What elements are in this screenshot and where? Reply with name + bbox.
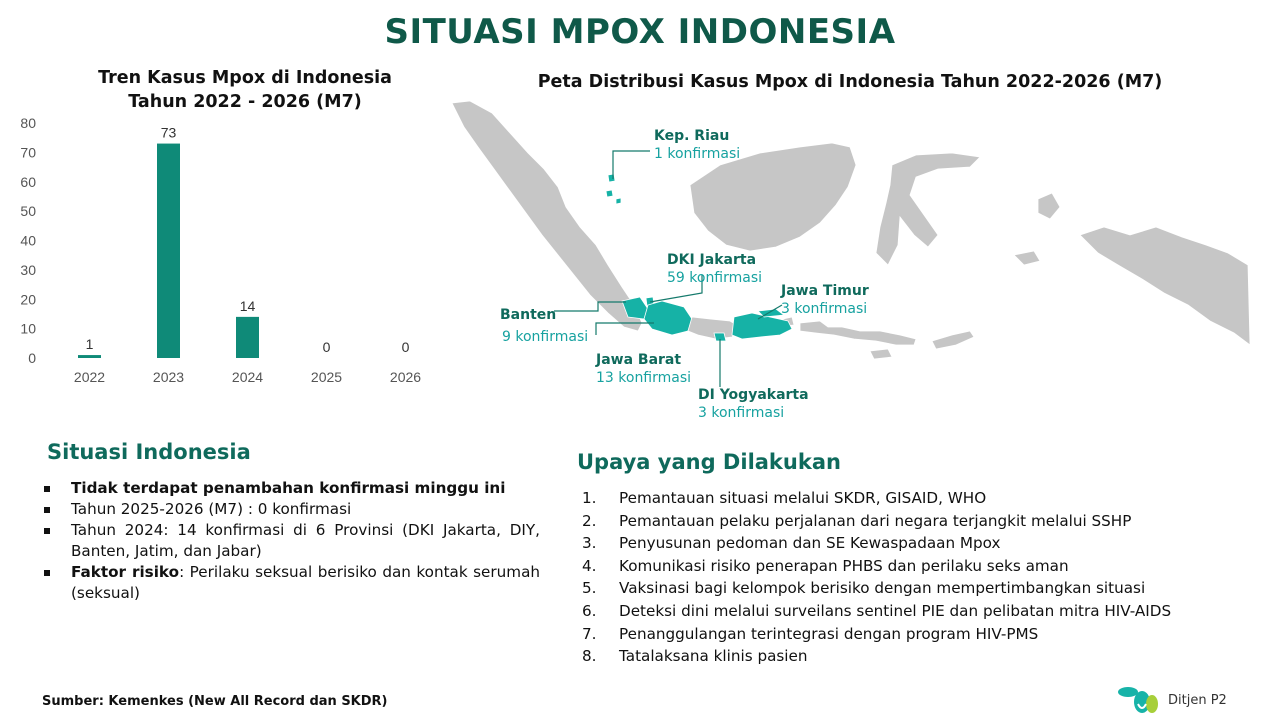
bar-data-label: 73 bbox=[160, 124, 177, 141]
island-sumatra bbox=[452, 101, 642, 331]
upaya-item-number: 5. bbox=[582, 579, 597, 598]
callout-kep-riau bbox=[654, 127, 740, 163]
situasi-item-text: : Perilaku seksual berisiko dan kontak serumah (seksual) bbox=[71, 563, 541, 602]
y-tick-label: 20 bbox=[20, 291, 36, 308]
callout-province: DI Yogyakarta bbox=[698, 387, 809, 403]
region-kep-riau-2 bbox=[606, 190, 613, 197]
bar-data-label: 0 bbox=[401, 339, 410, 355]
situasi-item-bold: Tidak terdapat penambahan konfirmasi minggu ini bbox=[71, 479, 506, 497]
x-tick-label: 2026 bbox=[389, 369, 422, 385]
upaya-item bbox=[582, 577, 1262, 600]
x-tick-label: 2022 bbox=[73, 369, 106, 385]
region-kep-riau-1 bbox=[608, 174, 615, 182]
situasi-item bbox=[42, 562, 540, 604]
situasi-item bbox=[42, 499, 540, 520]
callout-jawa-timur bbox=[781, 282, 869, 318]
island-maluku-2 bbox=[1014, 251, 1040, 265]
situasi-item-text: Tahun 2025-2026 (M7) : 0 konfirmasi bbox=[71, 500, 352, 518]
island-sulawesi bbox=[876, 153, 980, 265]
upaya-item-text: Deteksi dini melalui surveilans sentinel PIE dan pelibatan mitra HIV-AIDS bbox=[619, 601, 1172, 620]
upaya-item-text: Tatalaksana klinis pasien bbox=[619, 647, 808, 666]
page-title: SITUASI MPOX INDONESIA bbox=[384, 12, 896, 52]
y-tick-label: 10 bbox=[20, 320, 36, 337]
bar-data-label: 14 bbox=[239, 297, 256, 314]
upaya-item bbox=[582, 487, 1262, 510]
y-tick-label: 50 bbox=[20, 203, 36, 220]
callout-province: DKI Jakarta bbox=[667, 252, 757, 268]
y-tick-label: 70 bbox=[20, 144, 36, 161]
callout-province: Kep. Riau bbox=[654, 128, 730, 144]
y-tick-label: 40 bbox=[20, 232, 36, 249]
indonesia-map bbox=[440, 95, 1260, 435]
bar-chart bbox=[0, 110, 450, 400]
upaya-item-number: 7. bbox=[582, 624, 597, 643]
callout-count: 9 konfirmasi bbox=[502, 329, 589, 345]
x-tick-label: 2023 bbox=[152, 369, 185, 385]
callout-dki-jakarta bbox=[667, 251, 762, 287]
chart-title-line-2: Tahun 2022 - 2026 (M7) bbox=[128, 92, 362, 112]
logo-mark-icon bbox=[1116, 684, 1164, 718]
upaya-item bbox=[582, 555, 1262, 578]
upaya-item-number: 4. bbox=[582, 556, 597, 575]
upaya-item-number: 3. bbox=[582, 534, 597, 553]
callout-province: Banten bbox=[500, 307, 557, 323]
ditjen-p2-logo bbox=[1116, 684, 1266, 718]
upaya-item-text: Penyusunan pedoman dan SE Kewaspadaan Mpox bbox=[619, 534, 1001, 553]
bar-data-label: 1 bbox=[85, 336, 94, 353]
region-jawa-tengah bbox=[688, 317, 740, 339]
callout-di-yogyakarta bbox=[698, 386, 809, 422]
island-papua bbox=[1080, 227, 1250, 345]
source-note: Sumber: Kemenkes (New All Record dan SKDR) bbox=[42, 694, 388, 709]
upaya-item bbox=[582, 645, 1262, 668]
upaya-item-text: Penanggulangan terintegrasi dengan program HIV-PMS bbox=[619, 624, 1039, 643]
upaya-item-number: 6. bbox=[582, 601, 597, 620]
region-kep-riau-3 bbox=[616, 198, 621, 204]
upaya-item bbox=[582, 510, 1262, 533]
situasi-item bbox=[42, 478, 540, 499]
upaya-item-text: Vaksinasi bagi kelompok berisiko dengan mempertimbangkan situasi bbox=[619, 579, 1146, 598]
upaya-item bbox=[582, 623, 1262, 646]
x-tick-label: 2025 bbox=[310, 369, 343, 385]
callout-count: 1 konfirmasi bbox=[654, 146, 741, 162]
upaya-item bbox=[582, 532, 1262, 555]
callout-count: 59 konfirmasi bbox=[667, 270, 763, 286]
situasi-heading: Situasi Indonesia bbox=[47, 440, 251, 464]
bar bbox=[157, 144, 180, 358]
callout-province: Jawa Timur bbox=[781, 283, 869, 299]
upaya-item-number: 1. bbox=[582, 489, 597, 507]
bar bbox=[78, 355, 101, 358]
situasi-item-text: Tahun 2024: 14 konfirmasi di 6 Provinsi (DKI Jakarta, DIY, Banten, Jatim, dan Jabar) bbox=[71, 521, 540, 560]
callout-province: Jawa Barat bbox=[596, 352, 682, 368]
y-tick-label: 80 bbox=[20, 115, 36, 131]
callout-count: 13 konfirmasi bbox=[596, 370, 692, 386]
upaya-heading: Upaya yang Dilakukan bbox=[577, 450, 841, 474]
x-tick-label: 2024 bbox=[231, 369, 264, 385]
island-timor bbox=[932, 331, 974, 349]
upaya-item bbox=[582, 600, 1262, 623]
map-title: Peta Distribusi Kasus Mpox di Indonesia Tahun 2022-2026 (M7) bbox=[537, 72, 1163, 92]
region-jawa-barat bbox=[644, 301, 692, 335]
y-tick-label: 0 bbox=[28, 350, 36, 366]
y-tick-label: 30 bbox=[20, 261, 36, 278]
upaya-item-number: 8. bbox=[582, 647, 597, 666]
upaya-item-text: Pemantauan pelaku perjalanan dari negara terjangkit melalui SSHP bbox=[619, 511, 1132, 530]
y-tick-label: 60 bbox=[20, 173, 36, 190]
situasi-item bbox=[42, 520, 540, 562]
bar bbox=[236, 317, 259, 358]
callout-count: 3 konfirmasi bbox=[781, 301, 868, 317]
situasi-list bbox=[42, 478, 540, 604]
upaya-list bbox=[582, 487, 1262, 668]
callout-jawa-barat bbox=[596, 351, 691, 387]
chart-title-line-1: Tren Kasus Mpox di Indonesia bbox=[98, 68, 392, 88]
island-nusa-tenggara bbox=[800, 321, 916, 345]
logo-text: Ditjen P2 bbox=[1168, 693, 1227, 708]
island-sumba bbox=[870, 349, 892, 359]
upaya-item-text: Komunikasi risiko penerapan PHBS dan perilaku seks aman bbox=[619, 556, 1069, 575]
callout-count: 3 konfirmasi bbox=[698, 405, 785, 421]
bar-data-label: 0 bbox=[322, 339, 331, 355]
upaya-item-text: Pemantauan situasi melalui SKDR, GISAID, WHO bbox=[619, 489, 987, 507]
island-maluku-1 bbox=[1038, 193, 1060, 219]
leader-kep-riau bbox=[613, 151, 650, 179]
chart-title bbox=[30, 66, 460, 114]
callout-banten bbox=[500, 306, 588, 346]
upaya-item-number: 2. bbox=[582, 511, 597, 530]
situasi-item-bold: Faktor risiko bbox=[71, 563, 180, 581]
